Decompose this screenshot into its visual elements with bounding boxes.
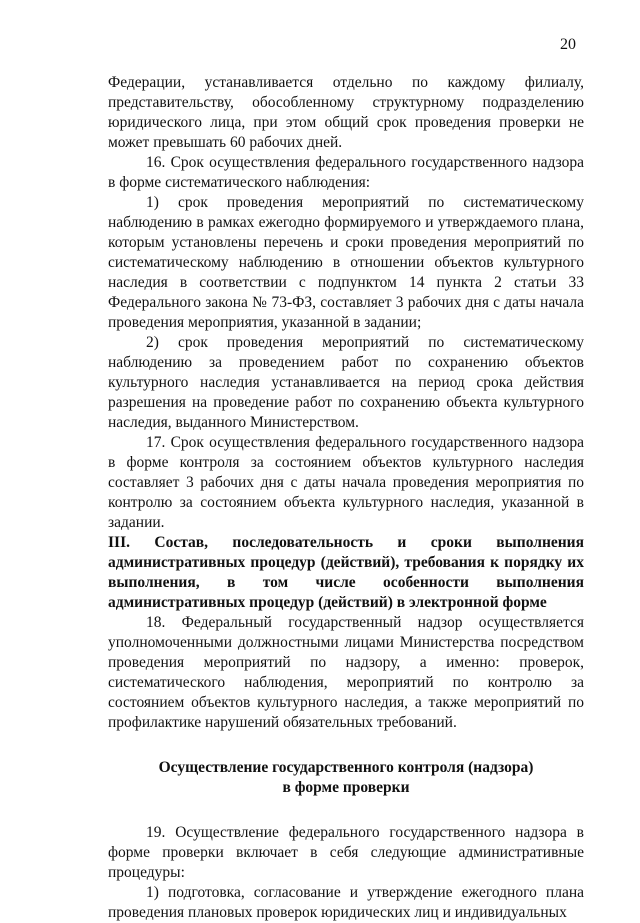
paragraph-continuation: Федерации, устанавливается отдельно по каждому филиалу, представительству, обособленному структурному подразделению юридического лица, при этом общий срок проведения проверки не может превышать 60 рабочих дней. — [108, 74, 584, 151]
subsection-heading-line-2: в форме проверки — [282, 779, 410, 796]
page-number: 20 — [560, 36, 576, 53]
paragraph-19: 19. Осуществление федерального государственного надзора в форме проверки включает в себя следующие административные процедуры: — [108, 824, 584, 881]
subsection-heading-line-1: Осуществление государственного контроля (надзора) — [158, 759, 534, 776]
paragraph-19-item-1: 1) подготовка, согласование и утверждение ежегодного плана проведения плановых проверок юридических лиц и индивидуальных — [108, 884, 584, 921]
document-body — [108, 73, 584, 923]
paragraph-16-item-2: 2) срок проведения мероприятий по систематическому наблюдению за проведением работ по сохранению объектов культурного наследия устанавливается на период срока действия разрешения на проведение работ по сохранению объекта культурного наследия, выданного Министерством. — [108, 334, 584, 431]
paragraph-18: 18. Федеральный государственный надзор осуществляется уполномоченными должностными лицами Министерства посредством проведения мероприятий по надзору, а именно: проверок, систематического наблюдения, мероприятий по контролю за состоянием объектов культурного наследия, а также мероприятий по профилактике нарушений обязательных требований. — [108, 614, 584, 731]
paragraph-17: 17. Срок осуществления федерального государственного надзора в форме контроля за состоянием объектов культурного наследия составляет 3 рабочих дня с даты начала проведения мероприятия по контролю за состоянием объекта культурного наследия, указанной в задании. — [108, 434, 584, 531]
paragraph-16-item-1: 1) срок проведения мероприятий по систематическому наблюдению в рамках ежегодно формируемого и утверждаемого плана, которым установлены перечень и сроки проведения мероприятий по систематическому наблюдению в отношении объектов культурного наследия в соответствии с подпунктом 14 пункта 2 статьи 33 Федерального закона № 73-ФЗ, составляет 3 рабочих дня с даты начала проведения мероприятия, указанной в задании; — [108, 194, 584, 331]
paragraph-16: 16. Срок осуществления федерального государственного надзора в форме систематического наблюдения: — [108, 154, 584, 191]
section-heading: III. Состав, последовательность и сроки выполнения административных процедур (действий), требования к порядку их выполнения, в том числе особенности выполнения административных процедур (действий) в электронной форме — [108, 534, 584, 611]
subsection-heading — [108, 758, 584, 798]
